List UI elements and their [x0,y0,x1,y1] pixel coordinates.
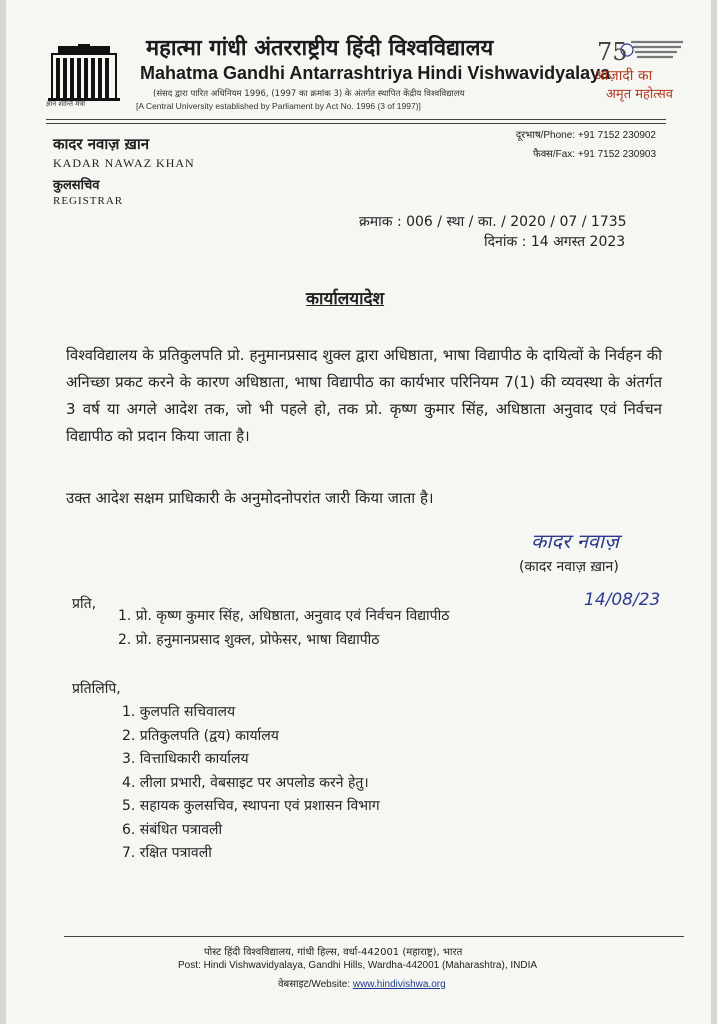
list-item: 2. प्रो. हनुमानप्रसाद शुक्ल, प्रोफेसर, भाषा विद्यापीठ [118,632,380,648]
university-subtitle-english: [A Central University established by Parliament by Act No. 1996 (3 of 1997)] [136,101,421,111]
azadi-text-line2: अमृत महोत्सव [606,87,674,102]
letter-page [6,0,711,1024]
list-item: 1. प्रो. कृष्ण कुमार सिंह, अधिष्ठाता, अनुवाद एवं निर्वचन विद्यापीठ [118,608,450,624]
copies-label: प्रतिलिपि, [72,681,121,697]
list-item: 3. वित्ताधिकारी कार्यालय [122,751,249,767]
recipients-list [118,606,449,654]
order-paragraph-1: विश्वविद्यालय के प्रतिकुलपति प्रो. हनुमानप्रसाद शुक्ल द्वारा अधिष्ठाता, भाषा विद्यापीठ के दायित्वों के निर्वहन की अनिच्छा प्रकट करने के कारण अधिष्ठाता, भाषा विद्यापीठ का कार्यभार परिनियम 7(1) की व्यवस्था के अंतर्गत 3 वर्ष या अगले आदेश तक, जो भी पहले हो, तक प्रो. कृष्ण कुमार सिंह, अधिष्ठाता अनुवाद एवं निर्वचन विद्यापीठ को प्रदान किया जाता है। [66,346,662,445]
list-item: 6. संबंधित पत्रावली [122,821,223,838]
footer-address-hindi: पोस्ट हिंदी विश्वविद्यालय, गांधी हिल्स, वर्धा-442001 (महाराष्ट्र), भारत [204,947,463,958]
phone-number: दूरभाष/Phone: +91 7152 230902 [515,130,656,141]
fax-number: फैक्स/Fax: +91 7152 230903 [533,149,656,160]
reference-number: क्रमाक : 006 / स्था / का. / 2020 / 07 / 1735 [359,214,627,230]
azadi-text-line1: आज़ादी का [594,68,653,84]
signatory-name: (कादर नवाज़ ख़ान) [519,559,619,575]
handwritten-date: 14/08/23 [584,590,661,610]
university-subtitle-hindi: (संसद द्वारा पारित अधिनियम 1996, (1997 का क्रमांक 3) के अंतर्गत स्थापित केंद्रीय विश्वविद्यालय [153,89,465,99]
copies-list [122,702,380,867]
logo-caption: ज्ञान शान्ति मैत्री [46,100,86,108]
letter-date: दिनांक : 14 अगस्त 2023 [484,234,626,250]
university-name-hindi: महात्मा गांधी अंतरराष्ट्रीय हिंदी विश्वविद्यालय [146,36,494,61]
sender-title-hindi: कुलसचिव [53,178,100,193]
website-label: वेबसाइट/Website: [278,979,353,990]
list-item: 5. सहायक कुलसचिव, स्थापना एवं प्रशासन विभाग [122,798,380,814]
university-name-english: Mahatma Gandhi Antarrashtriya Hindi Vishwavidyalaya [140,63,611,83]
list-item: 7. रक्षित पत्रावली [122,845,212,861]
list-item: 2. प्रतिकुलपति (द्वय) कार्यालय [122,727,279,744]
order-title: कार्यालयादेश [306,289,385,309]
website-link[interactable]: www.hindivishwa.org [352,979,446,990]
footer-website [278,976,446,990]
header-divider-second [46,123,666,124]
header-divider [46,119,666,120]
footer-divider [64,936,684,937]
sender-name-hindi: कादर नवाज़ ख़ान [53,135,150,153]
azadi-number: 75 [597,38,628,66]
handwritten-signature: कादर नवाज़ [531,529,619,553]
sender-title-english: REGISTRAR [53,195,124,207]
recipients-label: प्रति, [72,596,97,612]
footer-address-english: Post: Hindi Vishwavidyalaya, Gandhi Hills, Wardha-442001 (Maharashtra), INDIA [178,960,538,971]
list-item: 4. लीला प्रभारी, वेबसाइट पर अपलोड करने हेतु। [122,774,369,791]
order-paragraph-2: उक्त आदेश सक्षम प्राधिकारी के अनुमोदनोपरांत जारी किया जाता है। [66,489,434,507]
list-item: 1. कुलपति सचिवालय [122,704,236,720]
sender-name-english: KADAR NAWAZ KHAN [53,156,195,170]
